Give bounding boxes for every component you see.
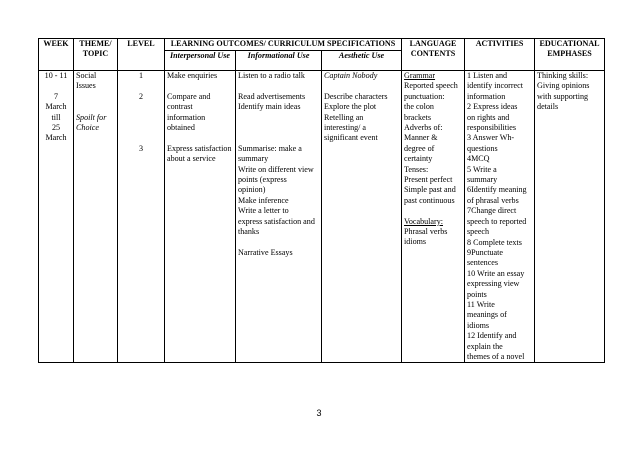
cell-line (238, 133, 319, 143)
cell-line: Issues (76, 81, 96, 91)
header-learning-outcomes: LEARNING OUTCOMES/ CURRICULUM SPECIFICATIONS (165, 39, 402, 51)
header-interpersonal-use: Interpersonal Use (165, 51, 236, 71)
grammar-heading (404, 71, 462, 81)
cell-line: expressing view (467, 279, 520, 289)
cell-line: till (51, 112, 61, 122)
cell-line: Thinking skills: (537, 71, 589, 80)
cell-line: 6Identify meaning (467, 185, 527, 195)
vocabulary-list (404, 227, 462, 248)
cell-line: Retelling an (324, 112, 364, 122)
cell-line: contrast (167, 102, 193, 112)
cell-theme (74, 71, 118, 363)
header-activities: ACTIVITIES (465, 39, 535, 71)
cell-line: Narrative Essays (238, 247, 293, 257)
cell-line: 25 (51, 123, 61, 133)
cell-line: 7 (53, 91, 59, 101)
cell-line (120, 123, 162, 133)
cell-line: 1 (138, 71, 144, 80)
cell-line: of phrasal verbs (467, 195, 519, 205)
cell-line: questions (467, 143, 498, 153)
cell-line: 3 (138, 143, 144, 153)
cell-line: 4MCQ (467, 154, 490, 164)
header-level: LEVEL (118, 39, 165, 71)
cell-line: information (167, 112, 206, 122)
cell-line: idioms (404, 237, 427, 247)
cell-line (238, 113, 319, 123)
cell-line: interesting/ a (324, 123, 367, 133)
cell-week (39, 71, 74, 363)
cell-line: information (467, 91, 506, 101)
literature-title: Captain Nobody (324, 71, 378, 80)
cell-line: 5 Write a (467, 164, 497, 174)
cell-informational (236, 71, 322, 363)
cell-line: punctuation: (404, 91, 445, 101)
cell-line: meanings of (467, 310, 507, 320)
cell-line: March (45, 133, 67, 143)
cell-line: responsibilities (467, 123, 517, 133)
cell-line: Phrasal verbs (404, 227, 448, 237)
cell-line: identify incorrect (467, 81, 523, 91)
cell-line: about a service (167, 154, 216, 164)
cell-line (76, 92, 115, 102)
cell-line: 10 - 11 (44, 71, 68, 80)
cell-line (404, 206, 462, 216)
cell-line: 12 Identify and (467, 331, 517, 341)
cell-line (167, 81, 233, 91)
cell-line: Present perfect (404, 175, 453, 185)
cell-line (167, 133, 233, 143)
cell-line: with supporting (537, 91, 589, 101)
cell-line: idioms (467, 320, 490, 330)
cell-line: significant event (324, 133, 378, 143)
cell-line: explain the (467, 341, 503, 351)
cell-line: 11 Write (467, 299, 495, 309)
cell-language-contents (402, 71, 465, 363)
cell-line: speech to reported (467, 216, 527, 226)
cell-line: Social (76, 71, 97, 80)
cell-line: points (467, 289, 487, 299)
cell-line: sentences (467, 258, 499, 268)
cell-line: Choice (76, 123, 99, 132)
cell-line: Listen to a radio talk (238, 71, 305, 80)
cell-line: Write on different view (238, 164, 314, 174)
cell-line: past continuous (404, 195, 455, 205)
cell-line: Summarise: make a (238, 143, 302, 153)
cell-line: Tenses: (404, 164, 429, 174)
cell-line: opinion) (238, 185, 266, 195)
cell-line: degree of (404, 143, 435, 153)
page-number: 3 (316, 408, 322, 418)
cell-aesthetic (322, 71, 402, 363)
cell-line: Grammar (404, 71, 436, 80)
cell-line (120, 113, 162, 123)
cell-line (238, 81, 319, 91)
scheme-of-work-table (38, 38, 605, 363)
cell-line: Identify main ideas (238, 102, 301, 112)
cell-line: 10 Write an essay (467, 268, 525, 278)
cell-line (41, 81, 71, 91)
cell-line: Manner & (404, 133, 438, 143)
table-row (39, 71, 605, 363)
cell-line (120, 81, 162, 91)
cell-line: Make enquiries (167, 71, 218, 80)
cell-line: summary (467, 175, 498, 185)
cell-line: Make inference (238, 195, 289, 205)
cell-line: Express satisfaction (167, 143, 232, 153)
cell-line: summary (238, 154, 269, 164)
cell-line: Simple past and (404, 185, 456, 195)
header-theme-topic: THEME/ TOPIC (74, 39, 118, 71)
cell-line: obtained (167, 123, 195, 133)
cell-line: express satisfaction and (238, 216, 315, 226)
grammar-list (404, 81, 462, 216)
cell-line: themes of a novel (467, 351, 525, 361)
cell-line: 2 Express ideas (467, 102, 518, 112)
cell-educational-emphases (535, 71, 605, 363)
cell-line (76, 102, 115, 112)
cell-line: Read advertisements (238, 91, 306, 101)
cell-line (238, 237, 319, 247)
header-language-contents: LANGUAGE CONTENTS (402, 39, 465, 71)
cell-line: thanks (238, 227, 260, 237)
cell-line: certainty (404, 154, 433, 164)
cell-line (120, 102, 162, 112)
cell-line: on rights and (467, 112, 510, 122)
cell-line: speech (467, 227, 490, 237)
vocabulary-heading: Vocabulary: (404, 216, 443, 226)
cell-line (120, 133, 162, 143)
cell-line: the colon (404, 102, 434, 112)
cell-line: March (45, 102, 67, 112)
cell-line: 8 Complete texts (467, 237, 522, 247)
cell-line: Explore the plot (324, 102, 377, 112)
header-educational-emphases: EDUCATIONAL EMPHASES (535, 39, 605, 71)
cell-level (118, 71, 165, 363)
aesthetic-list (324, 92, 399, 144)
cell-line: Giving opinions (537, 81, 590, 91)
cell-line: details (537, 102, 559, 112)
cell-interpersonal (165, 71, 236, 363)
cell-line: 2 (138, 91, 144, 101)
cell-line: points (express (238, 175, 287, 184)
cell-line: Compare and (167, 91, 211, 101)
header-week: WEEK (39, 39, 74, 71)
cell-line: brackets (404, 112, 431, 122)
cell-activities (465, 71, 535, 363)
cell-line: Describe characters (324, 91, 388, 101)
cell-line: 7Change direct (467, 206, 517, 216)
cell-line: 3 Answer Wh- (467, 133, 515, 143)
cell-line: Reported speech (404, 81, 458, 91)
header-informational-use: Informational Use (236, 51, 322, 71)
cell-line: Spoilt for (76, 112, 107, 122)
cell-line (238, 123, 319, 133)
cell-line: Write a letter to (238, 206, 289, 216)
cell-line: Adverbs of: (404, 123, 443, 133)
cell-line: 9Punctuate (467, 247, 503, 257)
cell-line: 1 Listen and (467, 71, 508, 80)
header-aesthetic-use: Aesthetic Use (322, 51, 402, 71)
